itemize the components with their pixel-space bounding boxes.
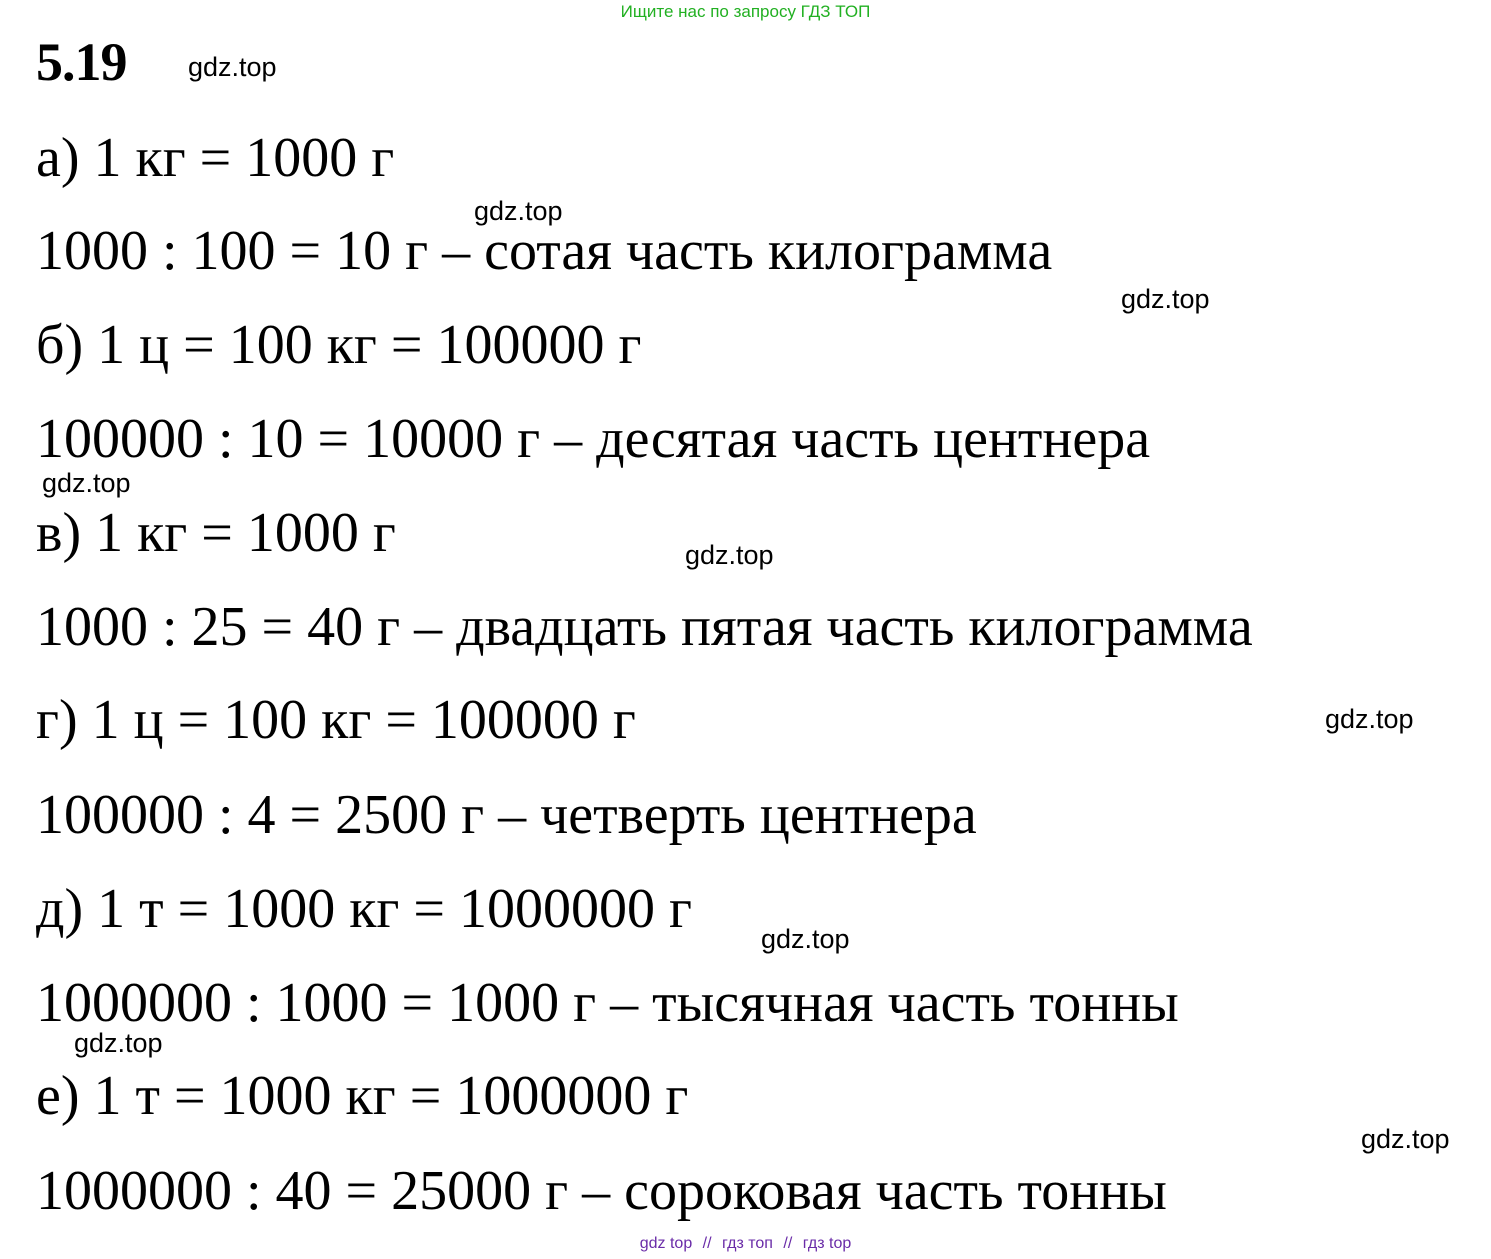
footer-separator: // [783, 1235, 793, 1252]
footer-separator: // [702, 1235, 712, 1252]
problem-number: 5.19 [36, 32, 127, 92]
solution-line-e-result: 1000000 : 40 = 25000 г – сороковая часть тонны [36, 1160, 1167, 1222]
watermark: gdz.top [1121, 284, 1210, 314]
watermark: gdz.top [42, 468, 131, 498]
solution-line-a-result: 1000 : 100 = 10 г – сотая часть килограмма [36, 220, 1053, 282]
solution-line-e-given: е) 1 т = 1000 кг = 1000000 г [36, 1065, 689, 1127]
footer-link-gdz-top-cyrillic[interactable]: гдз топ [722, 1235, 773, 1252]
solution-line-b-result: 100000 : 10 = 10000 г – десятая часть центнера [36, 408, 1151, 470]
watermark: gdz.top [1325, 704, 1414, 734]
watermark: gdz.top [74, 1028, 163, 1058]
top-banner: Ищите нас по запросу ГДЗ ТОП [620, 2, 871, 21]
footer [0, 1234, 1491, 1254]
watermark: gdz.top [188, 52, 277, 82]
solution-line-b-given: б) 1 ц = 100 кг = 100000 г [36, 314, 642, 376]
solution-line-v-result: 1000 : 25 = 40 г – двадцать пятая часть килограмма [36, 596, 1253, 658]
solution-line-d-given: д) 1 т = 1000 кг = 1000000 г [36, 878, 692, 940]
footer-link-gdz-top-mixed[interactable]: гдз top [802, 1235, 852, 1252]
watermark: gdz.top [761, 924, 850, 954]
footer-link-gdz-top[interactable]: gdz top [639, 1235, 693, 1252]
solution-line-g-result: 100000 : 4 = 2500 г – четверть центнера [36, 784, 977, 846]
solution-line-d-result: 1000000 : 1000 = 1000 г – тысячная часть тонны [36, 972, 1179, 1034]
watermark: gdz.top [474, 196, 563, 226]
watermark: gdz.top [1361, 1124, 1450, 1154]
solution-line-g-given: г) 1 ц = 100 кг = 100000 г [36, 689, 636, 751]
solution-line-v-given: в) 1 кг = 1000 г [36, 502, 396, 564]
watermark: gdz.top [685, 540, 774, 570]
solution-line-a-given: а) 1 кг = 1000 г [36, 127, 395, 189]
